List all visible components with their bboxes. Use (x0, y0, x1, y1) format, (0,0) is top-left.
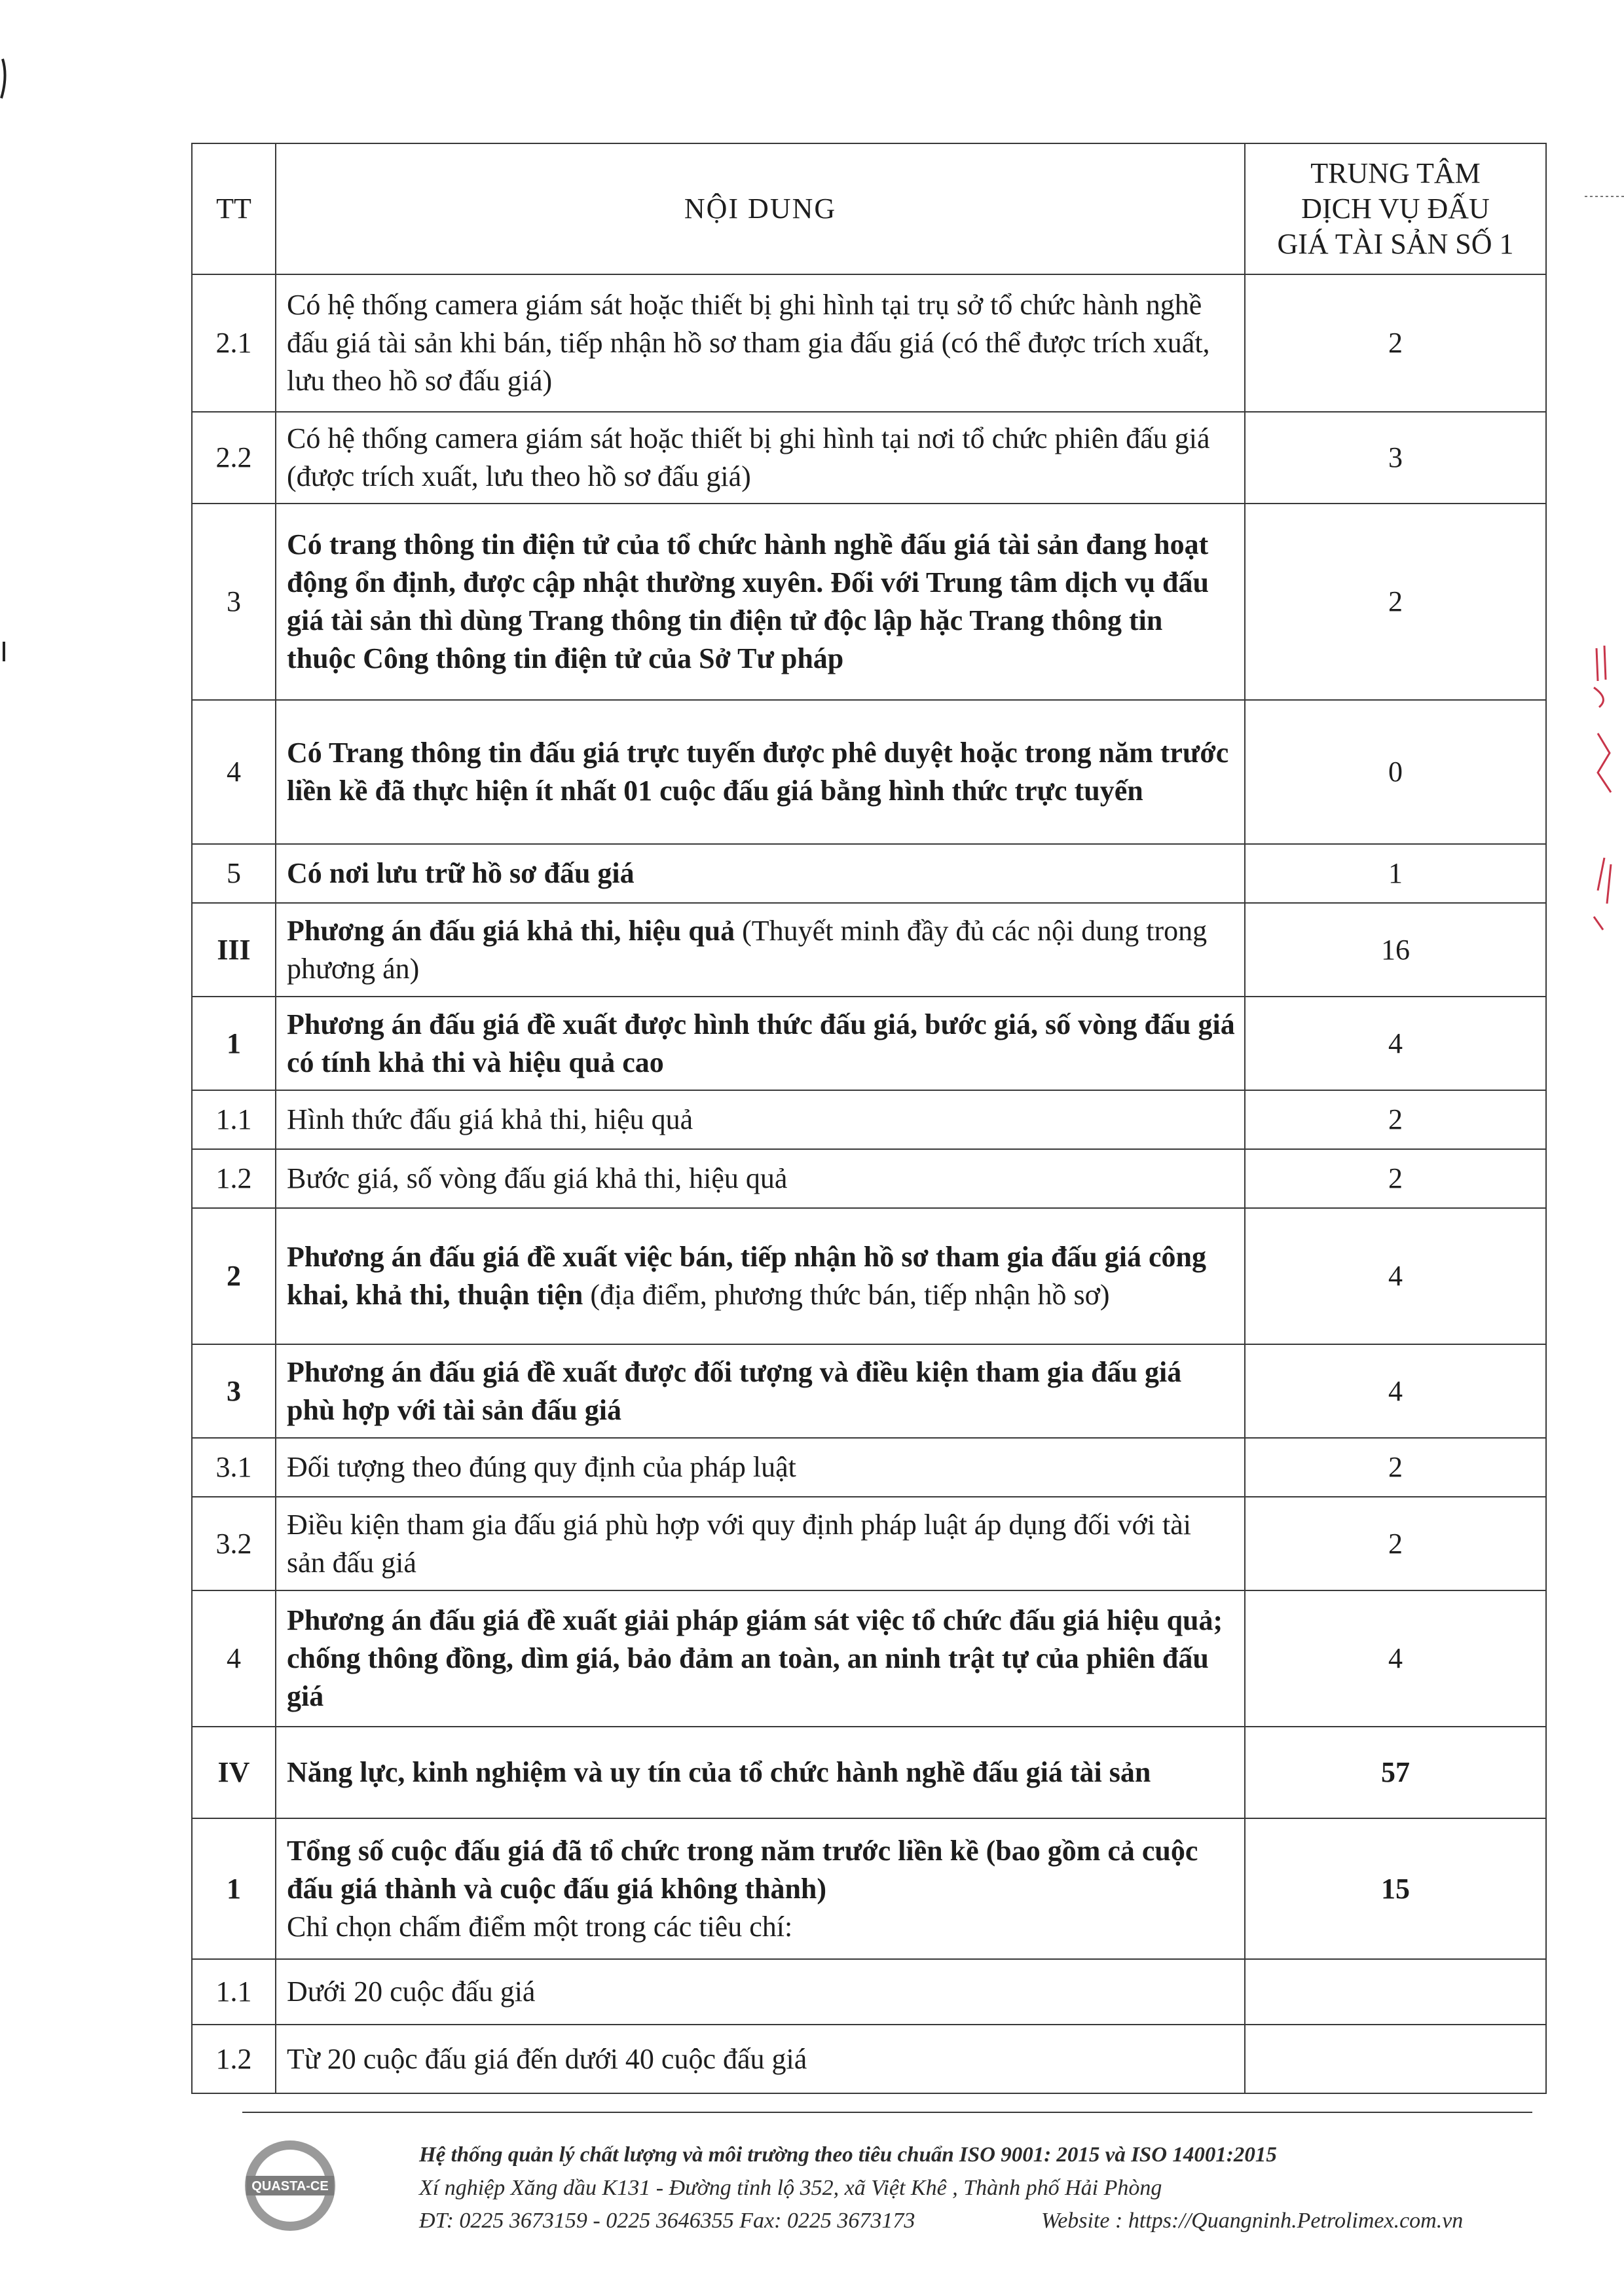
row-content-bold: Phương án đấu giá khả thi, hiệu quả (287, 914, 735, 947)
row-score: 4 (1245, 1208, 1546, 1344)
row-content (276, 1208, 1245, 1344)
row-content: Có hệ thống camera giám sát hoặc thiết bị ghi hình tại nơi tổ chức phiên đấu giá (được trích xuất, lưu theo hồ sơ đấu giá) (276, 412, 1245, 504)
row-content: Phương án đấu giá đề xuất được đối tượng và điều kiện tham gia đấu giá phù hợp với tài sản đấu giá (276, 1344, 1245, 1438)
table-row (192, 412, 1546, 504)
header-center (1245, 143, 1546, 274)
row-tt: 3.1 (192, 1438, 276, 1497)
footer-iso-line: Hệ thống quản lý chất lượng và môi trường theo tiêu chuẩn ISO 9001: 2015 và ISO 14001:2015 (419, 2143, 1277, 2167)
row-content: Có Trang thông tin đấu giá trực tuyến được phê duyệt hoặc trong năm trước liền kề đã thực hiện ít nhất 01 cuộc đấu giá bằng hình thức trực tuyến (276, 700, 1245, 844)
row-content: Đối tượng theo đúng quy định của pháp luật (276, 1438, 1245, 1497)
row-score: 16 (1245, 903, 1546, 997)
row-tt: 1.1 (192, 1090, 276, 1149)
footer-website-link[interactable]: Website : https://Quangninh.Petrolimex.com.vn (1041, 2209, 1464, 2233)
row-score: 0 (1245, 700, 1546, 844)
row-content: Từ 20 cuộc đấu giá đến dưới 40 cuộc đấu giá (276, 2025, 1245, 2093)
scoring-table (191, 143, 1547, 2094)
row-content-rest: (Thuyết minh đầy đủ các nội dung trong phương án) (287, 914, 1208, 985)
row-score: 2 (1245, 1497, 1546, 1590)
row-content: Phương án đấu giá đề xuất giải pháp giám sát việc tổ chức đấu giá hiệu quả; chống thông đồng, dìm giá, bảo đảm an toàn, an ninh trật tự của phiên đấu giá (276, 1590, 1245, 1727)
document-footer (242, 2112, 1532, 2236)
row-tt: 1 (192, 997, 276, 1090)
row-tt: 2 (192, 1208, 276, 1344)
table-row (192, 274, 1546, 412)
table-row (192, 1590, 1546, 1727)
table-row (192, 1438, 1546, 1497)
row-content: Hình thức đấu giá khả thi, hiệu quả (276, 1090, 1245, 1149)
table-row (192, 700, 1546, 844)
table-row (192, 844, 1546, 903)
header-tt: TT (192, 143, 276, 274)
row-score: 57 (1245, 1727, 1546, 1818)
row-content: Phương án đấu giá đề xuất được hình thức đấu giá, bước giá, số vòng đấu giá có tính khả thi và hiệu quả cao (276, 997, 1245, 1090)
table-row (192, 504, 1546, 700)
row-content-note: Chỉ chọn chấm điểm một trong các tiêu chí: (287, 1910, 793, 1943)
row-tt: 4 (192, 700, 276, 844)
row-score: 2 (1245, 274, 1546, 412)
table-row (192, 2025, 1546, 2093)
row-content-bold: Tổng số cuộc đấu giá đã tổ chức trong năm trước liền kề (bao gồm cả cuộc đấu giá thành và cuộc đấu giá không thành) (287, 1834, 1198, 1905)
row-content: Có nơi lưu trữ hồ sơ đấu giá (276, 844, 1245, 903)
footer-contact (419, 2209, 1464, 2233)
row-content (276, 903, 1245, 997)
row-content (276, 1818, 1245, 1959)
table-row (192, 1818, 1546, 1959)
header-center-line3: GIÁ TÀI SẢN SỐ 1 (1277, 228, 1514, 260)
header-center-line1: TRUNG TÂM (1310, 157, 1481, 189)
row-score: 3 (1245, 412, 1546, 504)
header-center-line2: DỊCH VỤ ĐẤU (1301, 193, 1490, 225)
row-tt: 4 (192, 1590, 276, 1727)
table-row (192, 997, 1546, 1090)
row-content-rest: (địa điểm, phương thức bán, tiếp nhận hồ sơ) (583, 1279, 1110, 1311)
row-tt: 3 (192, 1344, 276, 1438)
row-tt: 5 (192, 844, 276, 903)
row-tt: III (192, 903, 276, 997)
row-tt: 3 (192, 504, 276, 700)
quasta-ce-logo (244, 2139, 337, 2232)
table-row (192, 1959, 1546, 2025)
row-content: Có trang thông tin điện tử của tổ chức hành nghề đấu giá tài sản đang hoạt động ổn định, được cập nhật thường xuyên. Đối với Trung tâm dịch vụ đấu giá tài sản thì dùng Trang thông tin điện tử độc lập hặc Trang thông tin thuộc Công thông tin điện tử của Sở Tư pháp (276, 504, 1245, 700)
row-tt: 1 (192, 1818, 276, 1959)
row-content: Có hệ thống camera giám sát hoặc thiết bị ghi hình tại trụ sở tổ chức hành nghề đấu giá tài sản khi bán, tiếp nhận hồ sơ tham gia đấu giá (có thể được trích xuất, lưu theo hồ sơ đấu giá) (276, 274, 1245, 412)
row-score: 2 (1245, 504, 1546, 700)
row-tt: 2.2 (192, 412, 276, 504)
row-tt: 2.1 (192, 274, 276, 412)
row-score: 4 (1245, 1344, 1546, 1438)
row-content-bold: Phương án đấu giá đề xuất việc bán, tiếp nhận hồ sơ tham gia đấu giá công khai, khả thi, thuận tiện (287, 1241, 1206, 1311)
row-tt: IV (192, 1727, 276, 1818)
row-score: 15 (1245, 1818, 1546, 1959)
row-content: Bước giá, số vòng đấu giá khả thi, hiệu quả (276, 1149, 1245, 1208)
footer-address: Xí nghiệp Xăng dầu K131 - Đường tỉnh lộ 352, xã Việt Khê , Thành phố Hải Phòng (419, 2176, 1162, 2200)
row-tt: 1.2 (192, 2025, 276, 2093)
handwritten-margin-marks (1585, 642, 1624, 956)
row-score: 4 (1245, 1590, 1546, 1727)
table-row (192, 1090, 1546, 1149)
table-row (192, 1497, 1546, 1590)
row-score: 2 (1245, 1090, 1546, 1149)
row-score (1245, 2025, 1546, 2093)
table-row (192, 1344, 1546, 1438)
table-header-row (192, 143, 1546, 274)
row-tt: 1.1 (192, 1959, 276, 2025)
row-score: 1 (1245, 844, 1546, 903)
table-row (192, 1208, 1546, 1344)
row-tt: 3.2 (192, 1497, 276, 1590)
row-score: 4 (1245, 997, 1546, 1090)
table-row (192, 903, 1546, 997)
table-row (192, 1149, 1546, 1208)
row-content: Năng lực, kinh nghiệm và uy tín của tổ chức hành nghề đấu giá tài sản (276, 1727, 1245, 1818)
row-score (1245, 1959, 1546, 2025)
footer-phone-fax: ĐT: 0225 3673159 - 0225 3646355 Fax: 0225 3673173 (419, 2209, 915, 2233)
row-score: 2 (1245, 1149, 1546, 1208)
row-content: Dưới 20 cuộc đấu giá (276, 1959, 1245, 2025)
row-tt: 1.2 (192, 1149, 276, 1208)
header-content: NỘI DUNG (276, 143, 1245, 274)
row-content: Điều kiện tham gia đấu giá phù hợp với quy định pháp luật áp dụng đối với tài sản đấu giá (276, 1497, 1245, 1590)
logo-text: QUASTA-CE (251, 2179, 329, 2194)
table-row (192, 1727, 1546, 1818)
row-score: 2 (1245, 1438, 1546, 1497)
footer-divider (242, 2112, 1532, 2113)
